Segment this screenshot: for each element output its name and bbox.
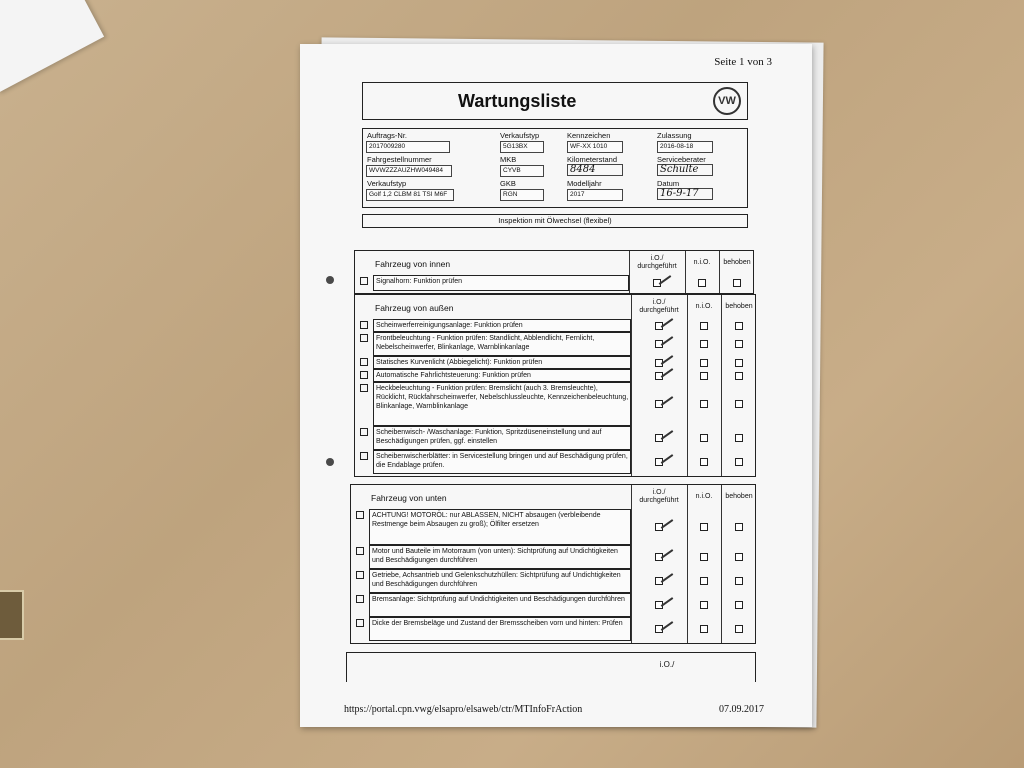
column-header [687,493,721,501]
column-divider [687,485,688,643]
row-marker [356,571,364,579]
checkbox-behoben[interactable] [735,625,743,633]
footer-url: https://portal.cpn.vwg/elsapro/elsaweb/ctr/MTInfoFrAction [344,704,583,715]
maintenance-sheet [300,44,812,727]
checkbox-nio[interactable] [700,322,708,330]
checklist-row [369,509,631,545]
checkbox-behoben[interactable] [735,553,743,561]
gkb-value: RGN [500,189,544,201]
column-header-text: durchgeführt [639,497,679,504]
checklist-row-text: Heckbeleuchtung - Funktion prüfen: Bremslicht (auch 3. Bremsleuchte), Rücklicht, Rückfahrscheinwerfer, Nebelschlussleuchte, Kennzeichenbeleuchtung, Blinkanlage, Warnblinkanlage [376,385,629,410]
checklist-row-text: Automatische Fahrlichtsteuerung: Funktion prüfen [376,372,531,379]
column-header-text: durchgeführt [639,307,679,314]
checkbox-nio[interactable] [700,340,708,348]
section-title: Fahrzeug von außen [375,303,454,313]
column-divider [629,251,630,293]
column-header-text: durchgeführt [637,263,677,270]
column-header-text: i.O./ [650,255,664,262]
column-header [719,259,755,267]
column-header [721,493,757,501]
column-divider [721,295,722,476]
checkbox-nio[interactable] [700,434,708,442]
checkbox-nio[interactable] [700,359,708,367]
title-box [362,82,748,120]
vw-logo-icon: VW [713,87,741,115]
checkbox-behoben[interactable] [735,523,743,531]
checklist-row-text: ACHTUNG! MOTORÖL: nur ABLASSEN, NICHT absaugen (verbleibende Restmenge beim Absaugen zu groß); Ölfilter ersetzen [372,512,601,528]
next-section-cut [346,652,756,682]
column-header [629,255,685,271]
column-header-text: n.i.O. [693,259,711,266]
checkbox-behoben[interactable] [733,279,741,287]
kennzeichen-label: Kennzeichen [567,131,611,140]
column-divider [685,251,686,293]
column-header-text: n.i.O. [695,493,713,500]
checklist-row-text: Dicke der Bremsbeläge und Zustand der Bremsscheiben vorn und hinten: Prüfen [372,620,623,627]
checklist-row [369,593,631,617]
verkaufstyp2-label: Verkaufstyp [367,179,407,188]
checkbox-behoben[interactable] [735,359,743,367]
column-header [631,299,687,315]
row-marker [356,547,364,555]
page-number: Seite 1 von 3 [714,56,772,68]
background-paper [0,0,104,93]
punch-hole [326,458,334,466]
gkb-label: GKB [500,179,516,188]
checkbox-nio[interactable] [700,625,708,633]
row-marker [360,452,368,460]
checkbox-nio[interactable] [700,553,708,561]
column-divider [719,251,720,293]
column-header [631,489,687,505]
checklist-row [373,319,631,332]
verkaufstyp-label: Verkaufstyp [500,131,540,140]
checklist-section [354,250,754,294]
checklist-row-text: Motor und Bauteile im Motorraum (von unten): Sichtprüfung auf Undichtigkeiten und Beschädigungen durchführen [372,548,618,564]
row-marker [360,371,368,379]
checklist-row [373,426,631,450]
zulassung-value: 2016-08-18 [657,141,713,153]
checklist-row-text: Scheinwerferreinigungsanlage: Funktion prüfen [376,322,523,329]
checkbox-nio[interactable] [700,523,708,531]
auftrag-value: 2017009280 [366,141,450,153]
checkbox-behoben[interactable] [735,434,743,442]
checklist-row [373,450,631,474]
checklist-row [373,275,629,291]
section-title: Fahrzeug von innen [375,259,451,269]
column-header-text: n.i.O. [695,303,713,310]
checklist-row [373,356,631,369]
inspection-type: Inspektion mit Ölwechsel (flexibel) [362,214,748,228]
checklist-row-text: Getriebe, Achsantrieb und Gelenkschutzhüllen: Sichtprüfung auf Undichtigkeiten und Beschädigungen durchführen [372,572,621,588]
checklist-row [369,545,631,569]
checkbox-behoben[interactable] [735,601,743,609]
column-header [685,259,719,267]
checkbox-nio[interactable] [700,372,708,380]
row-marker [356,511,364,519]
checklist-row [373,382,631,426]
mkb-value: CYVB [500,165,544,177]
km-label: Kilometerstand [567,155,618,164]
footer-date: 07.09.2017 [719,704,764,715]
checkbox-nio[interactable] [700,577,708,585]
column-header [721,303,757,311]
modelljahr-label: Modelljahr [567,179,602,188]
modelljahr-value: 2017 [567,189,623,201]
column-header-text: behoben [723,259,751,266]
berater-value: Schulte [657,164,713,176]
column-header-text: behoben [725,303,753,310]
berater-label: Serviceberater [657,155,706,164]
row-marker [356,595,364,603]
datum-value: 16-9-17 [657,188,713,200]
checkbox-nio[interactable] [698,279,706,287]
next-io-header: i.O./ [659,660,675,669]
checklist-row-text: Bremsanlage: Sichtprüfung auf Undichtigkeiten und Beschädigungen durchführen [372,596,625,603]
checklist-row-text: Statisches Kurvenlicht (Abbiegelicht): Funktion prüfen [376,359,543,366]
checkbox-behoben[interactable] [735,372,743,380]
column-header-text: behoben [725,493,753,500]
checkbox-behoben[interactable] [735,458,743,466]
column-header [687,303,721,311]
checklist-row-text: Scheibenwischerblätter: in Servicestellung bringen und auf Beschädigung prüfen, die Endablage prüfen. [376,453,628,469]
row-marker [360,384,368,392]
checklist-row-text: Signalhorn: Funktion prüfen [376,278,462,285]
checklist-section [350,484,756,644]
zulassung-label: Zulassung [657,131,692,140]
auftrag-label: Auftrags-Nr. [367,131,408,140]
column-divider [631,485,632,643]
checklist-row [373,332,631,356]
checkbox-behoben[interactable] [735,340,743,348]
checklist-row [369,617,631,641]
checklist-section [354,294,756,477]
section-title: Fahrzeug von unten [371,493,447,503]
row-marker [360,321,368,329]
checkbox-nio[interactable] [700,458,708,466]
row-marker [360,277,368,285]
row-marker [360,428,368,436]
kennzeichen-value: WF-XX 1010 [567,141,623,153]
row-marker [360,334,368,342]
checklist-row [369,569,631,593]
page-title: Wartungsliste [458,91,577,111]
mkb-label: MKB [500,155,517,164]
checkbox-behoben[interactable] [735,322,743,330]
checkbox-nio[interactable] [700,601,708,609]
verkaufstyp2-value: Golf 1,2 CLBM 81 TSI M6F [366,189,454,201]
verkaufstyp-value: 5G13BX [500,141,544,153]
punch-hole [326,276,334,284]
row-marker [360,358,368,366]
column-header-text: i.O./ [652,299,666,306]
column-divider [631,295,632,476]
checklist-row-text: Scheibenwisch- /Waschanlage: Funktion, Spritzdüseneinstellung und auf Beschädigungen prüfen, ggf. einstellen [376,429,602,445]
checklist-row [373,369,631,382]
vehicle-info-box [362,128,748,208]
background-object [0,590,24,640]
checkbox-nio[interactable] [700,400,708,408]
column-divider [721,485,722,643]
column-divider [687,295,688,476]
datum-label: Datum [657,179,680,188]
checklist-row-text: Frontbeleuchtung - Funktion prüfen: Standlicht, Abblendlicht, Fernlicht, Nebelscheinwerfer, Blinkanlage, Warnblinkanlage [376,335,595,351]
fgn-value: WVWZZZAUZHW049484 [366,165,452,177]
column-header-text: i.O./ [652,489,666,496]
checkbox-behoben[interactable] [735,577,743,585]
checkbox-behoben[interactable] [735,400,743,408]
fgn-label: Fahrgestellnummer [367,155,432,164]
km-value: 8484 [567,164,623,176]
row-marker [356,619,364,627]
